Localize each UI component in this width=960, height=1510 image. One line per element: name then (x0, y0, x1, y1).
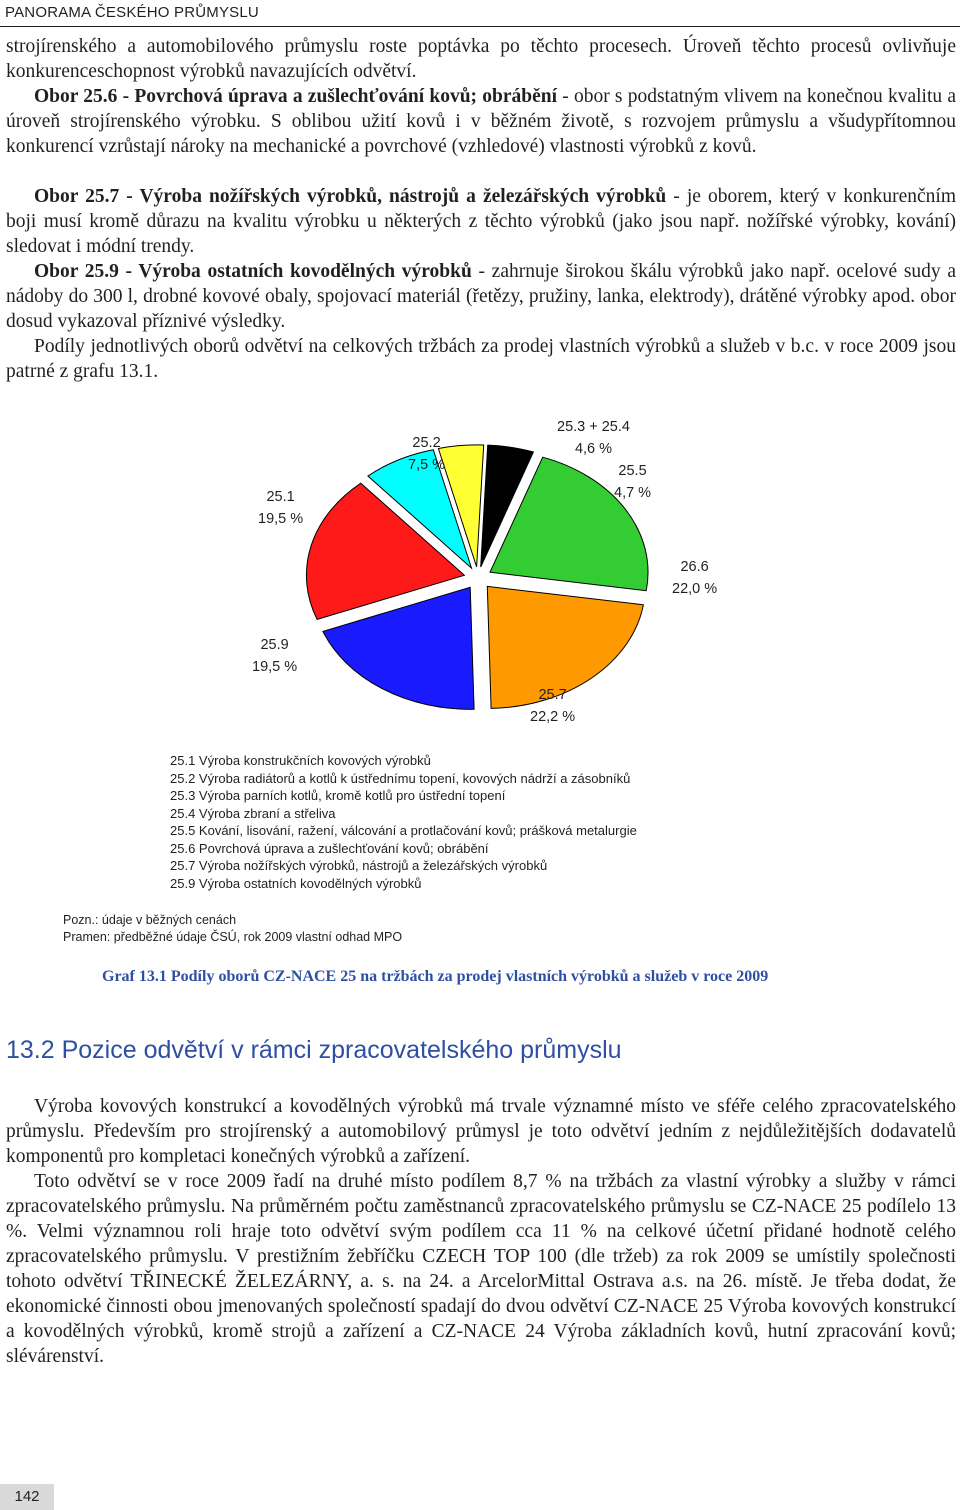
legend-item: 25.2 Výroba radiátorů a kotlů k ústřednímu topení, kovových nádrží a zásobníků (170, 770, 631, 786)
label-25-9-code: 25.9 (260, 637, 289, 653)
obor-25-6-heading: Obor 25.6 - Povrchová úprava a zušlechťování kovů; obrábění (34, 86, 558, 107)
page-header (0, 0, 960, 27)
legend-item: 25.1 Výroba konstrukčních kovových výrobků (170, 753, 431, 768)
page-number: 142 (0, 1484, 54, 1510)
intro-paragraph-3 (6, 184, 956, 259)
label-25-9-value: 19,5 % (252, 659, 298, 675)
label-25-7-value: 22,2 % (530, 709, 576, 725)
obor-25-6-text: - obor s podstatným vlivem na konečnou kvalitu a úroveň strojírenského výrobku. S oblibou užití kovů i v běžném životě, s rozvojem průmyslu a všudypřítomnou konkurencí vzrůstají nároky na mechanické a povrchové (vzhledové) vlastnosti výrobků z kovů. (6, 86, 956, 157)
legend-item: 25.4 Výroba zbraní a střeliva (170, 805, 336, 821)
label-25-9 (252, 634, 297, 678)
intro-paragraph-5: Podíly jednotlivých oborů odvětví na celkových tržbách za prodej vlastních výrobků a služeb v b.c. v roce 2009 jsou patrné z grafu 13.1. (6, 336, 956, 382)
section-paragraph-1: Výroba kovových konstrukcí a kovodělných výrobků má trvale významné místo ve sféře celého zpracovatelského průmyslu. Především pro strojírenský a automobilový průmysl je toto odvětví jedním z nejdůležitějších dodavatelů komponentů pro kompletaci konečných výrobků a zařízení. (6, 1096, 956, 1167)
label-26-6 (672, 556, 717, 600)
legend-item: 25.3 Výroba parních kotlů, kromě kotlů pro ústřední topení (170, 788, 506, 803)
obor-25-9-heading: Obor 25.9 - Výroba ostatních kovodělných výrobků (34, 261, 472, 282)
obor-25-9-text: - zahrnuje širokou škálu výrobků jako např. ocelové sudy a nádoby do 300 l, drobné kovové obaly, spojovací materiál (řetězy, pružiny, lanka, elektrody), drátěné výrobky apod. obor dosud vykazoval příznivé výsledky. (6, 261, 956, 332)
legend-item: 25.9 Výroba ostatních kovodělných výrobků (170, 875, 422, 891)
legend-item: 25.7 Výroba nožířských výrobků, nástrojů a železářských výrobků (170, 858, 548, 873)
intro-paragraph-2 (6, 84, 956, 159)
label-25-1-value: 19,5 % (258, 511, 304, 527)
label-25-5-code: 25.5 (618, 463, 647, 479)
legend-item: 25.6 Povrchová úprava a zušlechťování kovů; obrábění (170, 840, 489, 856)
legend-item: 25.5 Kování, lisování, ražení, válcování a protlačování kovů; prášková metalurgie (170, 823, 637, 838)
label-25-2-value: 7,5 % (408, 457, 446, 473)
label-25-7-code: 25.7 (538, 687, 567, 703)
label-26-6-value: 22,0 % (672, 581, 718, 597)
label-25-1 (258, 486, 303, 530)
note-text: Pozn.: údaje v běžných cenách (63, 913, 237, 927)
label-25-1-code: 25.1 (266, 489, 295, 505)
chart-legend (170, 752, 637, 892)
label-25-2-code: 25.2 (412, 435, 441, 451)
label-25-5 (614, 460, 651, 504)
figure-caption: Graf 13.1 Podíly oborů CZ-NACE 25 na tržbách za prodej vlastních výrobků a služeb v roce 2009 (102, 968, 769, 985)
label-25-3-25-4-value: 4,6 % (574, 441, 613, 457)
label-26-6-code: 26.6 (680, 559, 709, 575)
intro-paragraph-1: strojírenského a automobilového průmyslu roste poptávka po těchto procesech. Úroveň těchto procesů ovlivňuje konkurenceschopnost výrobků navazujících odvětví. (6, 36, 956, 82)
source-text: Pramen: předběžné údaje ČSÚ, rok 2009 vlastní odhad MPO (63, 930, 403, 944)
section-title: 13.2 Pozice odvětví v rámci zpracovatelského průmyslu (6, 1036, 622, 1064)
label-25-3-25-4-code: 25.3 + 25.4 (557, 419, 630, 435)
chart-notes (63, 912, 402, 946)
label-25-7 (530, 684, 575, 728)
obor-25-7-text: - je oborem, který v konkurenčním boji musí kromě důrazu na kvalitu výrobku u některých z těchto výrobků (jako jsou např. nožířské výrobky, kování) sledovat i módní trendy. (6, 186, 956, 257)
header-title: PANORAMA ČESKÉHO PRŮMYSLU (5, 4, 259, 21)
label-25-2 (408, 432, 445, 476)
intro-paragraph-4 (6, 259, 956, 334)
label-25-3-25-4 (557, 416, 630, 460)
label-25-5-value: 4,7 % (614, 485, 652, 501)
pie-chart (0, 400, 960, 740)
obor-25-7-heading: Obor 25.7 - Výroba nožířských výrobků, nástrojů a železářských výrobků (34, 186, 667, 207)
section-paragraph-2: Toto odvětví se v roce 2009 řadí na druhé místo podílem 8,7 % na tržbách za vlastní výrobky a služby v rámci zpracovatelského průmyslu. Na průměrném počtu zaměstnanců zpracovatelského průmyslu se CZ-NACE 25 podílelo 13 %. Velmi významnou roli hraje toto odvětví svým podílem cca 11 % na celkové účetní přidané hodnotě celého zpracovatelského průmyslu. V prestižním žebříčku CZECH TOP 100 (dle tržeb) za rok 2009 se umístily společnosti tohoto odvětví TŘINECKÉ ŽELEZÁRNY, a. s. na 24. a ArcelorMittal Ostrava a.s. na 26. místě. Je třeba dodat, že ekonomické činnosti obou jmenovaných společností spadají do dvou odvětví CZ-NACE 25 Výroba kovových konstrukcí a kovodělných výrobků, kromě strojů a zařízení a CZ-NACE 24 Výroba základních kovů, hutní zpracování kovů; slévárenství. (6, 1171, 956, 1367)
